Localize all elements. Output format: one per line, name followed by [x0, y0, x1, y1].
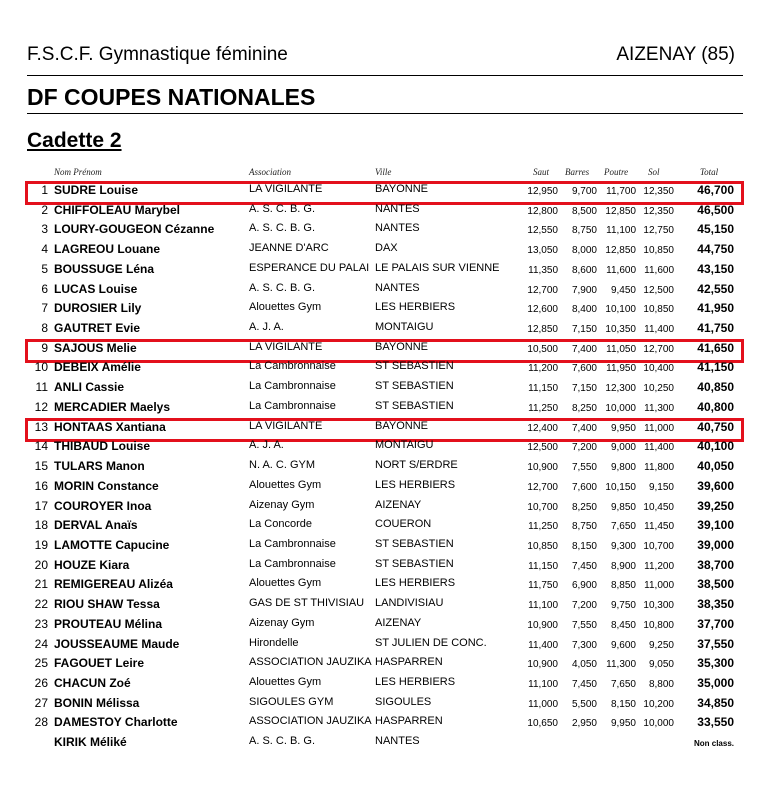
barres-score: 8,750	[571, 225, 597, 237]
association-cell: GAS DE ST THIVISIAU	[249, 597, 365, 610]
city-cell: COUERON	[375, 518, 432, 531]
city-cell: NANTES	[375, 281, 420, 294]
sol-score: 10,700	[643, 540, 674, 552]
city-cell: LES HERBIERS	[375, 301, 456, 314]
name-cell: COUROYER Inoa	[54, 498, 152, 513]
saut-score: 11,400	[528, 639, 558, 651]
city-cell: BAYONNE	[375, 340, 428, 353]
barres-score: 7,550	[571, 619, 597, 631]
city-cell: SIGOULES	[375, 695, 432, 708]
name-cell: GAUTRET Evie	[54, 321, 141, 336]
poutre-score: 11,700	[606, 186, 636, 197]
poutre-score: 9,750	[610, 600, 636, 612]
table-row	[0, 538, 768, 558]
city-cell: ST SEBASTIEN	[375, 557, 454, 570]
barres-score: 7,150	[571, 324, 597, 336]
barres-score: 7,900	[571, 284, 597, 296]
saut-score: 11,100	[528, 679, 558, 690]
barres-score: 5,500	[571, 698, 597, 710]
saut-score: 11,350	[528, 264, 558, 276]
saut-score: 13,050	[527, 245, 558, 257]
barres-score: 4,050	[571, 659, 597, 671]
total-score: 39,600	[697, 478, 734, 493]
name-cell: LAGREOU Louane	[54, 242, 161, 257]
poutre-score: 9,850	[610, 501, 636, 513]
rank-cell: 15	[34, 459, 48, 474]
rank-cell: 11	[35, 380, 48, 395]
total-score: 38,350	[697, 597, 734, 612]
total-score: 41,750	[697, 321, 734, 336]
col-header-sol: Sol	[648, 167, 660, 177]
poutre-score: 11,100	[606, 225, 636, 237]
saut-score: 10,900	[527, 619, 558, 631]
table-row	[0, 735, 768, 755]
barres-score: 8,750	[571, 521, 597, 533]
total-score: 45,150	[697, 222, 734, 237]
sol-score: 10,850	[643, 304, 674, 316]
rank-cell: 3	[41, 222, 48, 237]
sol-score: 9,250	[648, 639, 674, 651]
rank-cell: 17	[34, 498, 48, 513]
association-cell: La Cambronnaise	[249, 557, 336, 570]
rank-cell: 24	[34, 636, 48, 651]
sol-score: 11,300	[644, 402, 674, 414]
total-score: 44,750	[697, 242, 734, 257]
poutre-score: 12,300	[605, 383, 636, 395]
association-cell: ASSOCIATION JAUZIKA	[249, 715, 372, 728]
poutre-score: 12,850	[605, 205, 636, 217]
association-cell: Aizenay Gym	[249, 616, 315, 629]
city-cell: LE PALAIS SUR VIENNE	[375, 261, 500, 274]
poutre-score: 10,350	[605, 324, 636, 336]
name-cell: MORIN Constance	[54, 478, 159, 493]
competition-title: DF COUPES NATIONALES	[27, 84, 316, 110]
city-cell: ST JULIEN DE CONC.	[375, 636, 487, 649]
table-row	[0, 301, 768, 321]
barres-score: 7,150	[571, 383, 597, 395]
saut-score: 11,100	[528, 600, 558, 612]
table-row	[0, 203, 768, 223]
poutre-score: 8,900	[610, 560, 636, 572]
total-score: 40,800	[697, 399, 734, 414]
saut-score: 12,800	[527, 205, 558, 217]
total-score: 38,700	[697, 557, 734, 572]
total-score: 37,700	[697, 616, 734, 631]
poutre-score: 9,300	[610, 540, 636, 552]
total-score: 42,550	[697, 281, 734, 296]
city-cell: BAYONNE	[375, 183, 428, 195]
association-cell: LA VIGILANTE	[249, 183, 323, 195]
table-row	[0, 360, 768, 380]
table-row	[0, 459, 768, 479]
highlight-box	[25, 418, 744, 442]
col-header-name: Nom Prénom	[54, 167, 102, 177]
city-cell: ST SEBASTIEN	[375, 360, 454, 373]
total-score: 41,950	[697, 301, 734, 316]
table-row	[0, 439, 768, 459]
poutre-score: 8,450	[610, 619, 636, 631]
city-cell: LES HERBIERS	[375, 676, 456, 688]
name-cell: RIOU SHAW Tessa	[54, 597, 160, 612]
total-score: 39,000	[697, 537, 734, 552]
association-cell: A. S. C. B. G.	[249, 222, 316, 235]
poutre-score: 11,600	[606, 264, 636, 276]
total-score: 40,850	[697, 380, 734, 395]
saut-score: 12,850	[527, 324, 558, 336]
poutre-score: 10,150	[605, 481, 636, 493]
name-cell: BONIN Mélissa	[54, 695, 140, 710]
table-row	[0, 637, 768, 657]
association-cell: La Cambronnaise	[249, 360, 336, 373]
sol-score: 12,750	[643, 225, 674, 237]
city-cell: AIZENAY	[375, 616, 422, 629]
total-score: 46,700	[697, 183, 734, 197]
city-cell: LES HERBIERS	[375, 577, 456, 590]
name-cell: SAJOUS Melie	[54, 340, 137, 355]
name-cell: FAGOUET Leire	[54, 656, 145, 671]
association-cell: La Cambronnaise	[249, 537, 336, 550]
sol-score: 8,800	[648, 679, 674, 690]
saut-score: 11,150	[528, 383, 558, 395]
association-cell: ESPERANCE DU PALAI	[249, 261, 370, 274]
sol-score: 10,450	[643, 501, 674, 513]
col-header-poutre: Poutre	[604, 167, 629, 177]
poutre-score: 9,950	[610, 718, 636, 730]
col-header-total: Total	[700, 167, 719, 177]
rank-cell: 10	[34, 360, 48, 375]
city-cell: HASPARREN	[375, 656, 443, 669]
city-cell: NANTES	[375, 222, 420, 235]
association-cell: ASSOCIATION JAUZIKA	[249, 656, 372, 669]
association-cell: La Concorde	[249, 518, 312, 531]
association-cell: Hirondelle	[249, 636, 299, 649]
saut-score: 10,500	[527, 343, 558, 355]
table-row	[0, 597, 768, 617]
city-cell: ST SEBASTIEN	[375, 537, 454, 550]
name-cell: CHIFFOLEAU Marybel	[54, 202, 181, 217]
name-cell: DAMESTOY Charlotte	[54, 715, 178, 730]
barres-score: 7,600	[571, 363, 597, 375]
association-cell: N. A. C. GYM	[249, 459, 316, 472]
name-cell: LAMOTTE Capucine	[54, 537, 170, 552]
rank-cell: 19	[34, 537, 48, 552]
table-row	[0, 676, 768, 696]
name-cell: LOURY-GOUGEON Cézanne	[54, 222, 215, 237]
name-cell: SUDRE Louise	[54, 183, 139, 197]
association-cell: A. S. C. B. G.	[249, 735, 316, 748]
sol-score: 11,400	[644, 442, 674, 454]
poutre-score: 10,000	[605, 402, 636, 414]
rank-cell: 4	[41, 242, 48, 257]
city-cell: AIZENAY	[375, 498, 422, 511]
table-row	[0, 617, 768, 637]
saut-score: 11,150	[528, 560, 558, 572]
poutre-score: 7,650	[610, 521, 636, 533]
poutre-score: 9,600	[610, 639, 636, 651]
name-cell: LUCAS Louise	[54, 281, 138, 296]
association-cell: Alouettes Gym	[249, 676, 322, 688]
barres-score: 7,200	[571, 600, 597, 612]
poutre-score: 9,450	[610, 284, 636, 296]
barres-score: 8,000	[571, 245, 597, 257]
rank-cell: 25	[34, 656, 48, 671]
barres-score: 7,450	[571, 560, 597, 572]
association-cell: A. J. A.	[249, 321, 284, 334]
saut-score: 12,600	[527, 304, 558, 316]
highlight-box	[25, 181, 744, 205]
rank-cell: 21	[34, 577, 48, 592]
poutre-score: 7,650	[610, 679, 636, 690]
rank-cell: 28	[34, 715, 48, 730]
city-cell: HASPARREN	[375, 715, 443, 728]
sol-score: 11,450	[644, 521, 674, 533]
highlight-box	[25, 339, 744, 363]
table-row	[0, 242, 768, 262]
name-cell: DEBEIX Amélie	[54, 360, 141, 375]
sol-score: 12,700	[643, 343, 674, 355]
table-row	[0, 696, 768, 716]
total-score: 41,150	[697, 360, 734, 375]
total-score: 41,650	[697, 340, 734, 355]
name-cell: HOUZE Kiara	[54, 557, 130, 572]
association-cell: LA VIGILANTE	[249, 340, 323, 353]
saut-score: 12,950	[527, 186, 558, 197]
barres-score: 7,600	[571, 481, 597, 493]
poutre-score: 12,850	[605, 245, 636, 257]
barres-score: 7,200	[571, 442, 597, 454]
association-cell: A. J. A.	[249, 439, 284, 452]
name-cell: KIRIK Méliké	[54, 735, 127, 750]
table-row	[0, 656, 768, 676]
barres-score: 8,400	[571, 304, 597, 316]
sol-score: 11,600	[644, 264, 674, 276]
barres-score: 7,450	[571, 679, 597, 690]
name-cell: JOUSSEAUME Maude	[54, 636, 180, 651]
saut-score: 10,900	[527, 659, 558, 671]
city-cell: NORT S/ERDRE	[375, 459, 458, 472]
association-cell: A. S. C. B. G.	[249, 202, 316, 215]
table-row	[0, 479, 768, 499]
association-cell: Alouettes Gym	[249, 577, 322, 590]
table-row	[0, 715, 768, 735]
poutre-score: 10,100	[605, 304, 636, 316]
sol-score: 9,050	[648, 659, 674, 671]
total-score: 39,100	[697, 518, 734, 533]
total-score: 46,500	[697, 202, 734, 217]
association-cell: SIGOULES GYM	[249, 695, 334, 708]
saut-score: 10,650	[527, 718, 558, 730]
city-cell: DAX	[375, 242, 398, 255]
sol-score: 10,800	[643, 619, 674, 631]
total-score: Non class.	[693, 739, 734, 749]
barres-score: 8,150	[571, 540, 597, 552]
federation-title: F.S.C.F. Gymnastique féminine	[27, 44, 288, 65]
rank-cell: 1	[41, 183, 48, 197]
saut-score: 11,250	[528, 402, 558, 414]
sol-score: 11,400	[644, 324, 674, 336]
rank-cell: 13	[34, 419, 48, 434]
rank-cell: 2	[41, 202, 48, 217]
total-score: 35,300	[697, 656, 734, 671]
total-score: 37,550	[697, 636, 734, 651]
col-header-barres: Barres	[565, 167, 590, 177]
table-row	[0, 380, 768, 400]
name-cell: MERCADIER Maelys	[54, 399, 171, 414]
sol-score: 11,800	[644, 462, 674, 474]
association-cell: La Cambronnaise	[249, 380, 336, 393]
sol-score: 9,150	[648, 481, 674, 493]
poutre-score: 9,950	[610, 422, 636, 434]
city-cell: BAYONNE	[375, 419, 428, 432]
association-cell: Aizenay Gym	[249, 498, 315, 511]
category-heading: Cadette 2	[27, 129, 122, 152]
barres-score: 2,950	[571, 718, 597, 730]
rank-cell: 8	[41, 321, 48, 336]
total-score: 40,100	[697, 439, 734, 454]
header-divider	[27, 75, 743, 76]
total-score: 40,750	[697, 419, 734, 434]
sol-score: 10,300	[643, 600, 674, 612]
table-row	[0, 222, 768, 242]
barres-score: 9,700	[571, 186, 597, 197]
sol-score: 11,000	[644, 422, 674, 434]
barres-score: 8,600	[571, 264, 597, 276]
association-cell: Alouettes Gym	[249, 478, 322, 491]
rank-cell: 16	[34, 478, 48, 493]
total-score: 33,550	[697, 715, 734, 730]
saut-score: 12,700	[527, 481, 558, 493]
city-cell: MONTAIGU	[375, 439, 434, 452]
sol-score: 10,200	[643, 698, 674, 710]
sol-score: 11,000	[644, 580, 674, 592]
total-score: 39,250	[697, 498, 734, 513]
barres-score: 8,500	[571, 205, 597, 217]
table-row	[0, 499, 768, 519]
sol-score: 12,350	[643, 186, 674, 197]
saut-score: 11,200	[528, 363, 558, 375]
association-cell: La Cambronnaise	[249, 399, 336, 412]
total-score: 34,850	[697, 695, 734, 710]
poutre-score: 11,050	[606, 343, 636, 355]
saut-score: 11,750	[528, 580, 558, 592]
sol-score: 10,000	[643, 718, 674, 730]
barres-score: 6,900	[571, 580, 597, 592]
city-cell: LANDIVISIAU	[375, 597, 444, 610]
rank-cell: 20	[34, 557, 48, 572]
poutre-score: 8,850	[610, 580, 636, 592]
rank-cell: 7	[41, 301, 48, 316]
barres-score: 7,400	[571, 422, 597, 434]
table-row	[0, 282, 768, 302]
barres-score: 7,300	[571, 639, 597, 651]
name-cell: DERVAL Anaïs	[54, 518, 138, 533]
city-cell: ST SEBASTIEN	[375, 380, 454, 393]
poutre-score: 9,000	[610, 442, 636, 454]
saut-score: 12,500	[527, 442, 558, 454]
poutre-score: 11,950	[606, 363, 636, 375]
name-cell: REMIGEREAU Alizéa	[54, 577, 173, 592]
poutre-score: 11,300	[606, 659, 636, 671]
city-cell: LES HERBIERS	[375, 478, 456, 491]
table-row	[0, 558, 768, 578]
name-cell: BOUSSUGE Léna	[54, 261, 155, 276]
table-row	[0, 518, 768, 538]
rank-cell: 6	[41, 281, 48, 296]
saut-score: 10,900	[527, 462, 558, 474]
name-cell: CHACUN Zoé	[54, 676, 131, 690]
saut-score: 12,400	[527, 422, 558, 434]
barres-score: 7,400	[571, 343, 597, 355]
saut-score: 12,700	[527, 284, 558, 296]
col-header-saut: Saut	[533, 167, 550, 177]
barres-score: 8,250	[571, 501, 597, 513]
association-cell: Alouettes Gym	[249, 301, 322, 314]
name-cell: THIBAUD Louise	[54, 439, 150, 454]
rank-cell: 23	[34, 616, 48, 631]
col-header-association: Association	[249, 167, 291, 177]
name-cell: HONTAAS Xantiana	[54, 419, 166, 434]
saut-score: 10,700	[527, 501, 558, 513]
city-cell: NANTES	[375, 202, 420, 215]
rank-cell: 9	[41, 340, 48, 355]
sol-score: 12,350	[643, 205, 674, 217]
barres-score: 7,550	[571, 462, 597, 474]
rank-cell: 14	[34, 439, 48, 454]
table-row	[0, 262, 768, 282]
name-cell: DUROSIER Lily	[54, 301, 142, 316]
city-cell: ST SEBASTIEN	[375, 399, 454, 412]
rank-cell: 27	[34, 695, 48, 710]
col-header-city: Ville	[375, 167, 392, 177]
table-row	[0, 577, 768, 597]
saut-score: 12,550	[527, 225, 558, 237]
name-cell: TULARS Manon	[54, 459, 145, 474]
saut-score: 11,250	[528, 521, 558, 533]
rank-cell: 5	[41, 261, 48, 276]
total-score: 43,150	[697, 261, 734, 276]
rank-cell: 18	[34, 518, 48, 533]
barres-score: 8,250	[571, 402, 597, 414]
poutre-score: 9,800	[610, 462, 636, 474]
rank-cell: 12	[34, 399, 48, 414]
city-cell: MONTAIGU	[375, 321, 434, 334]
sol-score: 11,200	[644, 560, 674, 572]
sol-score: 10,400	[643, 363, 674, 375]
association-cell: LA VIGILANTE	[249, 419, 323, 432]
association-cell: A. S. C. B. G.	[249, 281, 316, 294]
total-score: 35,000	[697, 676, 734, 690]
competition-location: AIZENAY (85)	[616, 44, 735, 65]
city-cell: NANTES	[375, 735, 420, 748]
saut-score: 10,850	[527, 540, 558, 552]
total-score: 40,050	[697, 459, 734, 474]
sol-score: 10,250	[643, 383, 674, 395]
rank-cell: 22	[34, 597, 48, 612]
total-score: 38,500	[697, 577, 734, 592]
sol-score: 10,850	[643, 245, 674, 257]
title-divider	[27, 113, 743, 114]
poutre-score: 8,150	[610, 698, 636, 710]
name-cell: ANLI Cassie	[54, 380, 125, 395]
sol-score: 12,500	[643, 284, 674, 296]
saut-score: 11,000	[528, 698, 558, 710]
association-cell: JEANNE D'ARC	[249, 242, 329, 255]
name-cell: PROUTEAU Mélina	[54, 616, 163, 631]
rank-cell: 26	[34, 676, 48, 690]
